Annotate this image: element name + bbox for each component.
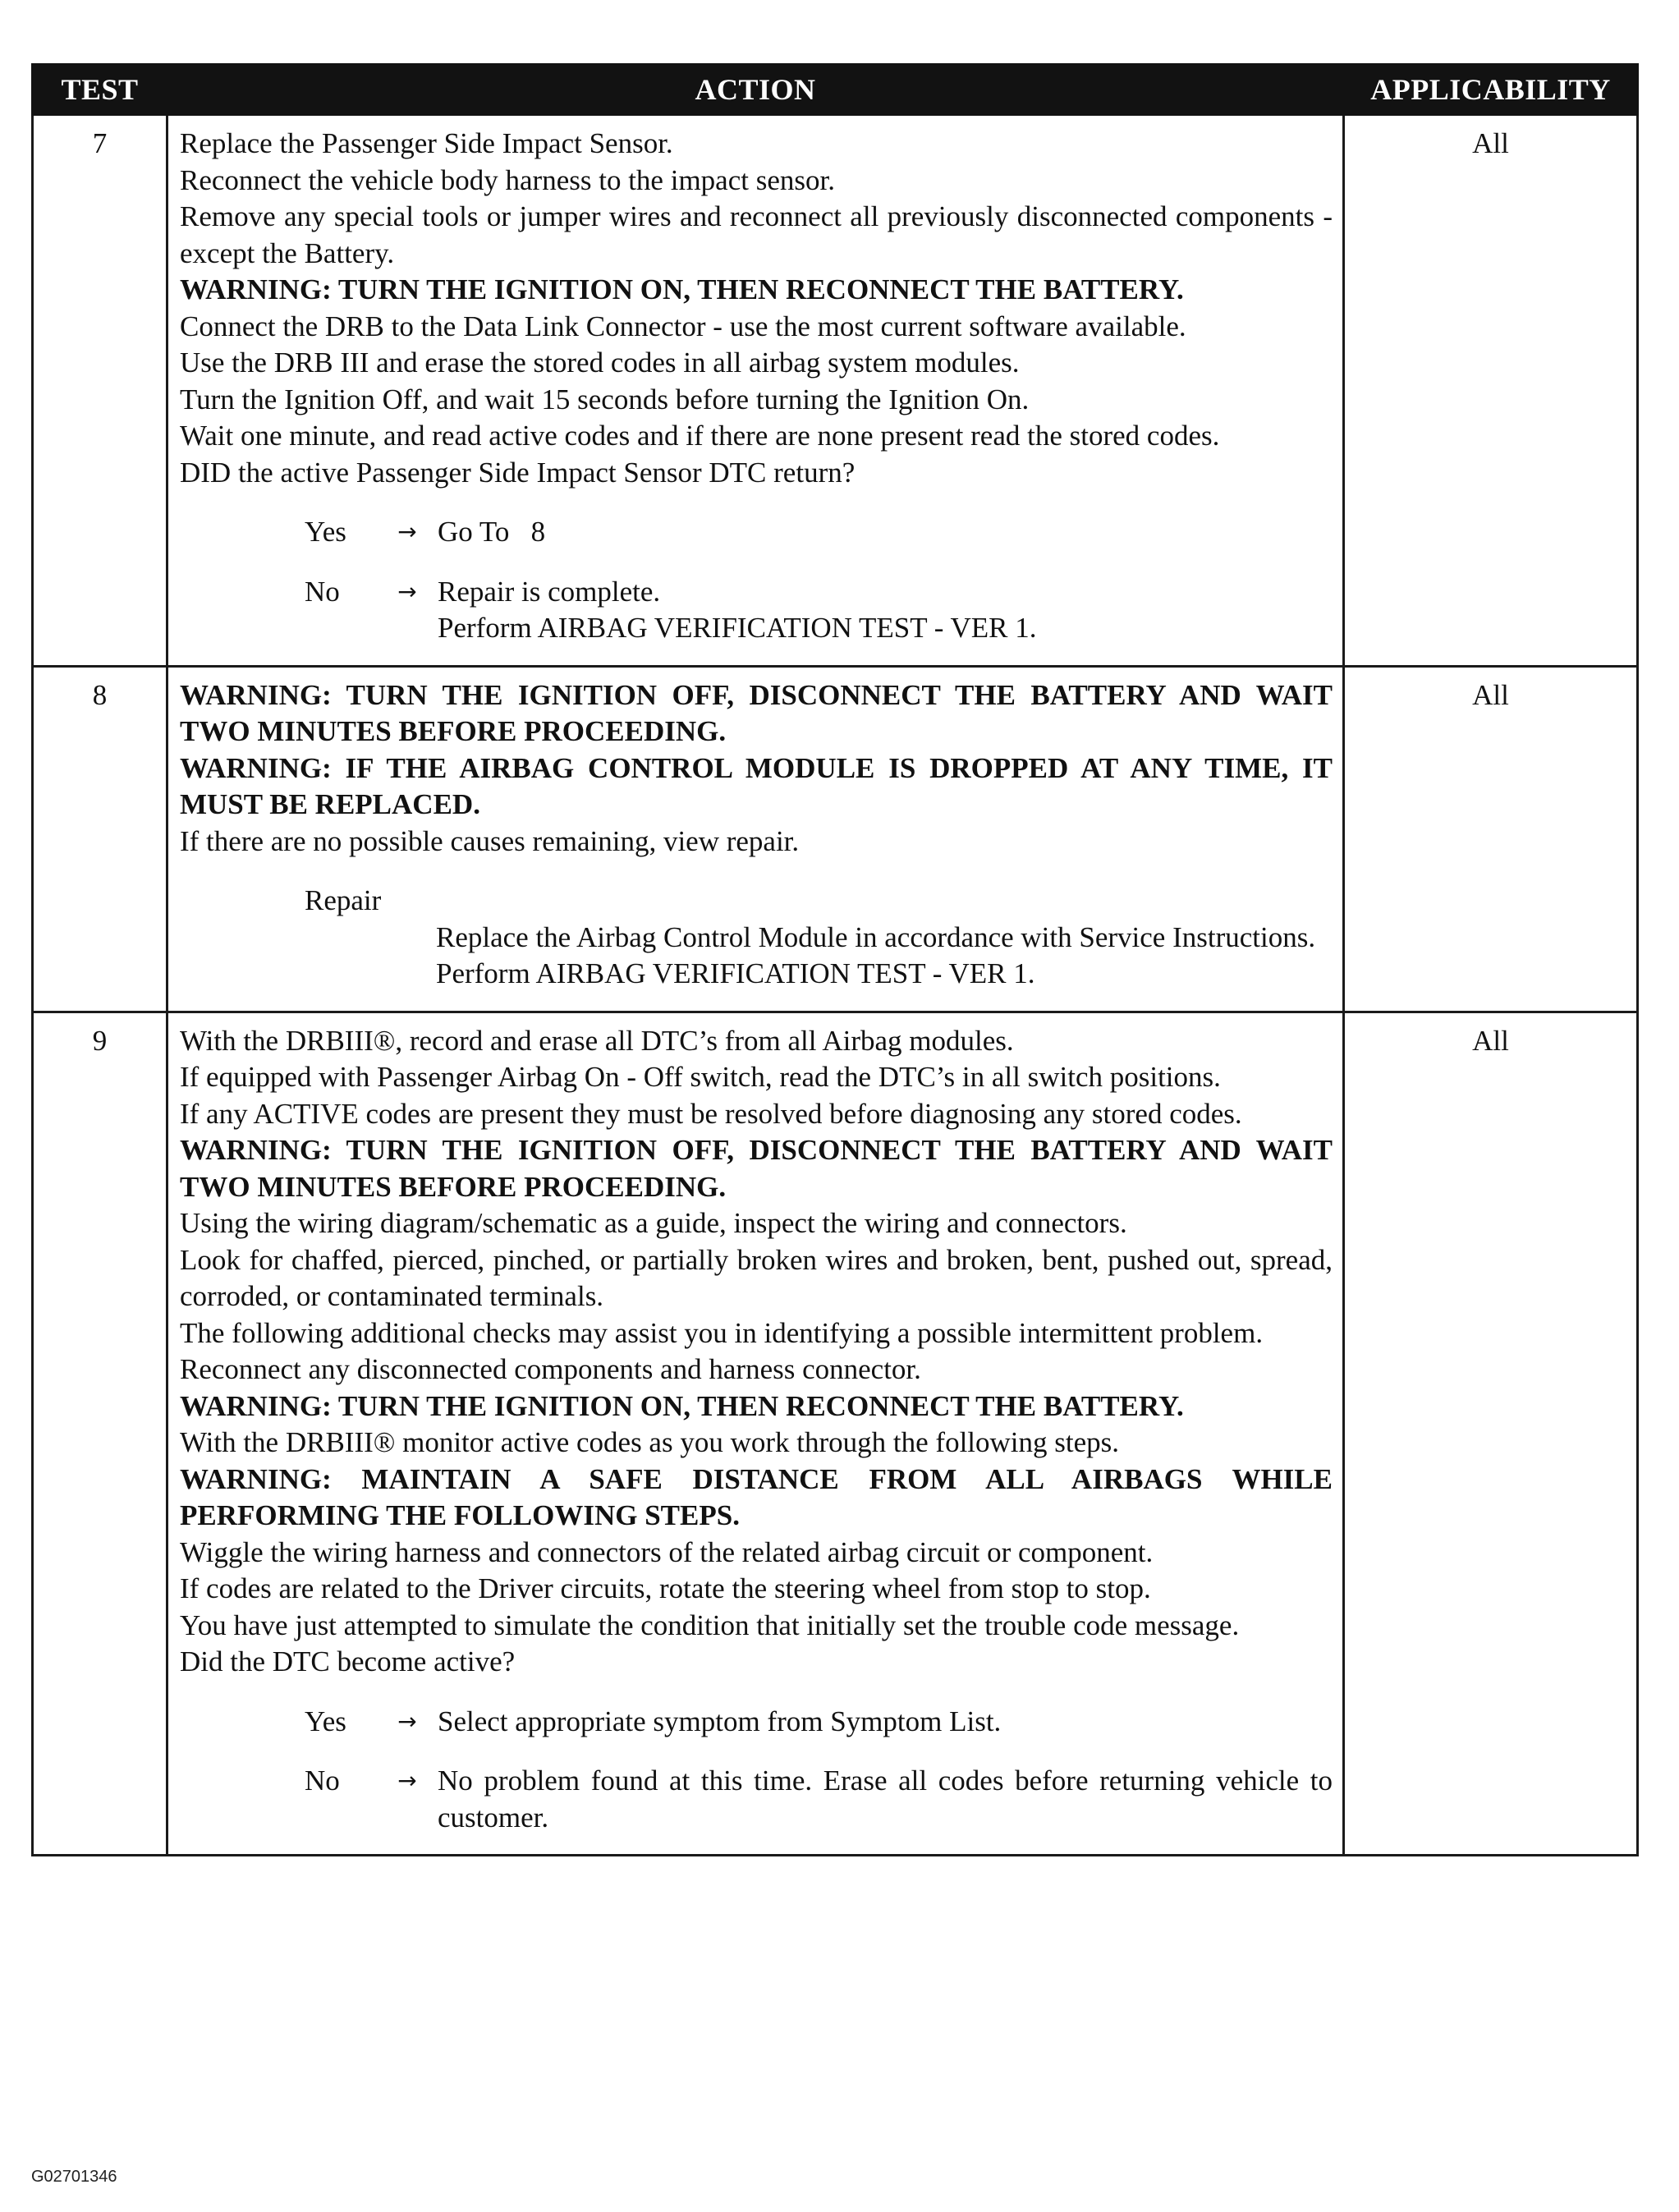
warning-text: WARNING: MAINTAIN A SAFE DISTANCE FROM ALL AIRBAGS WHILE PERFORMING THE FOLLOWING STEPS. <box>180 1462 1333 1531</box>
result-text-line: Select appropriate symptom from Symptom List. <box>438 1705 1002 1737</box>
result-label: Yes <box>305 1705 346 1737</box>
diagnostic-test-table <box>31 63 1639 1856</box>
warning-text: WARNING: TURN THE IGNITION OFF, DISCONNECT THE BATTERY AND WAIT TWO MINUTES BEFORE PROCEEDING. <box>180 1134 1333 1203</box>
instruction-text: If equipped with Passenger Airbag On - Off switch, read the DTC’s in all switch positions. <box>180 1061 1221 1093</box>
result-text <box>438 574 1333 647</box>
applicability-value: All <box>1344 1012 1638 1856</box>
arrow-right-icon: → <box>397 1767 417 1794</box>
table-header-row <box>33 65 1638 115</box>
warning-text: WARNING: TURN THE IGNITION OFF, DISCONNECT THE BATTERY AND WAIT TWO MINUTES BEFORE PROCEEDING. <box>180 678 1333 747</box>
action-cell <box>167 666 1344 1012</box>
instruction-text: The following additional checks may assist you in identifying a possible intermittent problem. <box>180 1316 1264 1349</box>
instruction-text: Use the DRB III and erase the stored codes in all airbag system modules. <box>180 346 1020 379</box>
instruction-text: Wait one minute, and read active codes and if there are none present read the stored codes. <box>180 420 1220 452</box>
instruction-text: Look for chaffed, pierced, pinched, or partially broken wires and broken, bent, pushed out, spread, corroded, or contaminated terminals. <box>180 1243 1333 1312</box>
test-row <box>33 115 1638 667</box>
applicability-value: All <box>1344 115 1638 667</box>
arrow-right-icon: → <box>397 1707 417 1735</box>
result-text-line: No problem found at this time. Erase all codes before returning vehicle to customer. <box>438 1765 1340 1833</box>
result-label: No <box>305 1765 340 1797</box>
instruction-text: Did the DTC become active? <box>180 1645 516 1677</box>
warning-text: WARNING: IF THE AIRBAG CONTROL MODULE IS DROPPED AT ANY TIME, IT MUST BE REPLACED. <box>180 751 1333 820</box>
header-applicability: APPLICABILITY <box>1344 65 1638 115</box>
result-yes <box>180 514 1333 551</box>
result-label: Yes <box>305 516 346 548</box>
test-row <box>33 666 1638 1012</box>
result-text-line: Go To 8 <box>438 516 546 548</box>
arrow-right-icon: → <box>397 518 417 545</box>
result-text-line: Perform AIRBAG VERIFICATION TEST - VER 1. <box>438 612 1037 644</box>
instruction-text: DID the active Passenger Side Impact Sensor DTC return? <box>180 456 856 489</box>
repair-instructions <box>436 920 1333 993</box>
test-number: 7 <box>33 115 167 667</box>
instruction-text: Remove any special tools or jumper wires and reconnect all previously disconnected components - except the Battery. <box>180 200 1333 269</box>
result-label: No <box>305 575 340 608</box>
result-text <box>438 514 1333 551</box>
result-text <box>438 1763 1340 1836</box>
test-number: 9 <box>33 1012 167 1856</box>
instruction-text: Replace the Passenger Side Impact Sensor. <box>180 127 673 159</box>
instruction-text: With the DRBIII®, record and erase all DTC’s from all Airbag modules. <box>180 1024 1014 1057</box>
repair-text: Perform AIRBAG VERIFICATION TEST - VER 1. <box>436 957 1035 989</box>
instruction-text: If there are no possible causes remaining, view repair. <box>180 824 800 857</box>
repair-label: Repair <box>305 884 382 916</box>
result-text-line: Repair is complete. <box>438 575 661 608</box>
result-yes <box>180 1704 1333 1741</box>
instruction-text: Using the wiring diagram/schematic as a guide, inspect the wiring and connectors. <box>180 1207 1127 1239</box>
figure-id: G02701346 <box>31 2168 117 2186</box>
instruction-text: You have just attempted to simulate the condition that initially set the trouble code message. <box>180 1609 1240 1641</box>
arrow-right-icon: → <box>397 577 417 605</box>
instruction-text: Reconnect the vehicle body harness to the impact sensor. <box>180 163 835 196</box>
applicability-value: All <box>1344 666 1638 1012</box>
warning-text: WARNING: TURN THE IGNITION ON, THEN RECONNECT THE BATTERY. <box>180 273 1184 305</box>
test-row <box>33 1012 1638 1856</box>
instruction-text: If any ACTIVE codes are present they must be resolved before diagnosing any stored codes. <box>180 1097 1242 1130</box>
instruction-text: Turn the Ignition Off, and wait 15 seconds before turning the Ignition On. <box>180 383 1030 415</box>
instruction-text: Connect the DRB to the Data Link Connector - use the most current software available. <box>180 310 1186 342</box>
instruction-text: If codes are related to the Driver circuits, rotate the steering wheel from stop to stop. <box>180 1572 1151 1604</box>
result-no <box>180 574 1333 647</box>
result-no <box>180 1763 1340 1836</box>
test-number: 8 <box>33 666 167 1012</box>
header-action: ACTION <box>167 65 1344 115</box>
instruction-text: Reconnect any disconnected components and harness connector. <box>180 1353 921 1385</box>
action-cell <box>167 1012 1344 1856</box>
instruction-text: With the DRBIII® monitor active codes as you work through the following steps. <box>180 1426 1120 1458</box>
header-test: TEST <box>33 65 167 115</box>
table-body <box>33 115 1638 1856</box>
instruction-text: Wiggle the wiring harness and connectors of the related airbag circuit or component. <box>180 1535 1154 1568</box>
action-cell <box>167 115 1344 667</box>
warning-text: WARNING: TURN THE IGNITION ON, THEN RECONNECT THE BATTERY. <box>180 1389 1184 1422</box>
repair-text: Replace the Airbag Control Module in accordance with Service Instructions. <box>436 920 1316 953</box>
result-text <box>438 1704 1333 1741</box>
